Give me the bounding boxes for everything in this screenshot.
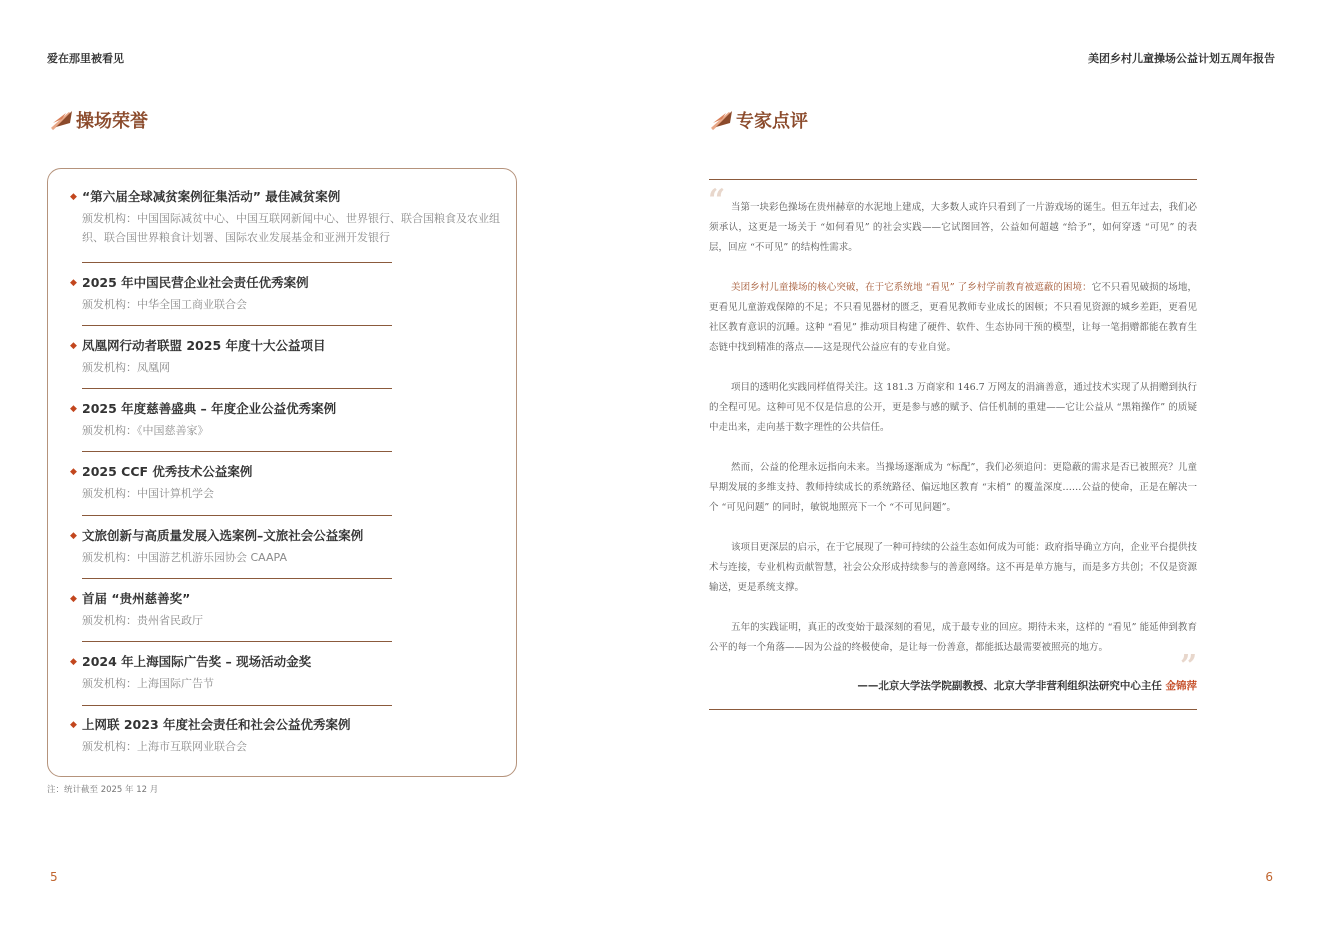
award-issuer: 颁发机构：中国游艺机游乐园协会 CAAPA <box>82 551 287 564</box>
review-paragraph <box>709 278 1197 358</box>
award-item <box>70 274 510 314</box>
section-title-honors-label: 操场荣誉 <box>76 111 148 132</box>
award-title-text: 上网联 2023 年度社会责任和社会公益优秀案例 <box>82 717 351 732</box>
leaf-arrow-icon <box>50 109 74 131</box>
award-separator <box>82 451 392 452</box>
review-paragraph <box>709 458 1197 518</box>
award-title <box>70 188 510 206</box>
review-text: 五年的实践证明，真正的改变始于最深刻的看见，成于最专业的回应。期待未来，这样的 “看见” 能延伸到教育公平的每一个角落——因为公益的终极使命，是让每一份善意，都能抵达最需要被照亮的地方。 <box>709 622 1197 653</box>
bullet-icon: ◆ <box>70 341 77 351</box>
award-title <box>70 527 510 545</box>
header-right-title: 美团乡村儿童操场公益计划五周年报告 <box>1088 52 1275 65</box>
bullet-icon: ◆ <box>70 192 77 202</box>
award-title <box>70 337 510 355</box>
bullet-icon: ◆ <box>70 531 77 541</box>
leaf-arrow-icon <box>710 109 734 131</box>
open-quote-icon: “ <box>708 183 726 218</box>
award-item <box>70 463 510 503</box>
review-paragraph <box>709 618 1197 658</box>
award-title <box>70 590 510 608</box>
review-paragraph <box>709 378 1197 438</box>
close-quote-icon: ” <box>1180 649 1198 684</box>
review-top-rule <box>709 179 1197 180</box>
review-text: 它不只看见破损的场地，更看见儿童游戏保障的不足；不只看见器材的匮乏，更看见教师专业成长的困顿；不只看见资源的城乡差距，更看见社区教育意识的沉睡。这种 “看见” 推动项目构建了硬件、软件、生态协同干预的模型，让每一笔捐赠都能在教育生态链中找到精准的落点——这是现代公益应有的专业自觉。 <box>709 282 1197 353</box>
award-issuer: 颁发机构：上海国际广告节 <box>82 677 214 690</box>
bullet-icon: ◆ <box>70 278 77 288</box>
review-text: 项目的透明化实践同样值得关注。这 181.3 万商家和 146.7 万网友的涓滴善意，通过技术实现了从捐赠到执行的全程可见。这种可见不仅是信息的公开，更是参与感的赋予、信任机制的重建——它让公益从 “黑箱操作” 的质疑中走出来，走向基于数字理性的公共信任。 <box>709 382 1197 433</box>
award-title-text: 2025 年度慈善盛典 – 年度企业公益优秀案例 <box>82 401 337 416</box>
award-title <box>70 716 510 734</box>
page-number-left: 5 <box>50 870 58 884</box>
award-separator <box>82 515 392 516</box>
signature-name: 金锦萍 <box>1165 680 1197 692</box>
award-separator <box>82 325 392 326</box>
award-title <box>70 274 510 292</box>
section-title-honors <box>50 107 148 133</box>
footnote: 注：统计截至 2025 年 12 月 <box>47 785 159 795</box>
awards-box <box>47 168 517 777</box>
award-title <box>70 653 510 671</box>
review-bottom-rule <box>709 709 1197 710</box>
header-left-title: 爱在那里被看见 <box>47 52 124 65</box>
award-title <box>70 463 510 481</box>
award-title-text: 文旅创新与高质量发展入选案例–文旅社会公益案例 <box>82 528 364 543</box>
bullet-icon: ◆ <box>70 467 77 477</box>
award-issuer: 颁发机构：贵州省民政厅 <box>82 614 203 627</box>
award-item <box>70 188 510 247</box>
award-issuer: 颁发机构：《中国慈善家》 <box>82 424 209 437</box>
award-title-text: 首届 “贵州慈善奖” <box>82 591 191 606</box>
award-separator <box>82 262 392 263</box>
review-paragraph <box>709 198 1197 258</box>
award-issuer: 颁发机构：上海市互联网业联合会 <box>82 740 247 753</box>
award-separator <box>82 641 392 642</box>
award-item <box>70 653 510 693</box>
signature <box>857 678 1197 693</box>
review-text: 然而，公益的伦理永远指向未来。当操场逐渐成为 “标配”，我们必须追问：更隐蔽的需求是否已被照亮？儿童早期发展的多维支持、教师持续成长的系统路径、偏远地区教育 “末梢” 的覆盖深度……公益的使命，正是在解决一个 “可见问题” 的同时，敏锐地照亮下一个 “不可见问题”。 <box>709 462 1197 513</box>
bullet-icon: ◆ <box>70 404 77 414</box>
review-highlight: 美团乡村儿童操场的核心突破，在于它系统地 “看见” 了乡村学前教育被遮蔽的困境： <box>731 282 1092 293</box>
section-title-expert-label: 专家点评 <box>736 111 808 132</box>
review-body <box>709 198 1197 678</box>
award-separator <box>82 705 392 706</box>
award-separator <box>82 388 392 389</box>
award-title-text: 凤凰网行动者联盟 2025 年度十大公益项目 <box>82 338 326 353</box>
bullet-icon: ◆ <box>70 720 77 730</box>
award-separator <box>82 578 392 579</box>
bullet-icon: ◆ <box>70 594 77 604</box>
award-issuer: 颁发机构：中国计算机学会 <box>82 487 214 500</box>
review-paragraph <box>709 538 1197 598</box>
award-title-text: 2025 CCF 优秀技术公益案例 <box>82 464 253 479</box>
award-item <box>70 527 510 567</box>
award-issuer: 颁发机构：凤凰网 <box>82 361 170 374</box>
bullet-icon: ◆ <box>70 657 77 667</box>
review-text: 当第一块彩色操场在贵州赫章的水泥地上建成，大多数人或许只看到了一片游戏场的诞生。但五年过去，我们必须承认，这更是一场关于 “如何看见” 的社会实践——它试图回答，公益如何超越 “给予”，如何穿透 “可见” 的表层，回应 “不可见” 的结构性需求。 <box>709 202 1197 253</box>
section-title-expert <box>710 107 808 133</box>
award-item <box>70 400 510 440</box>
award-title <box>70 400 510 418</box>
award-title-text: 2024 年上海国际广告奖 – 现场活动金奖 <box>82 654 312 669</box>
award-item <box>70 337 510 377</box>
award-item <box>70 716 510 756</box>
award-issuer: 颁发机构：中华全国工商业联合会 <box>82 298 247 311</box>
page-number-right: 6 <box>1265 870 1273 884</box>
award-item <box>70 590 510 630</box>
award-issuer: 颁发机构：中国国际减贫中心、中国互联网新闻中心、世界银行、联合国粮食及农业组织、联合国世界粮食计划署、国际农业发展基金和亚洲开发银行 <box>82 212 500 244</box>
award-title-text: “第六届全球减贫案例征集活动” 最佳减贫案例 <box>82 189 341 204</box>
award-title-text: 2025 年中国民营企业社会责任优秀案例 <box>82 275 309 290</box>
review-text: 该项目更深层的启示，在于它展现了一种可持续的公益生态如何成为可能：政府指导确立方向，企业平台提供技术与连接，专业机构贡献智慧，社会公众形成持续参与的善意网络。这不再是单方施与，而是多方共创；不仅是资源输送，更是系统支撑。 <box>709 542 1197 593</box>
signature-title: ——北京大学法学院副教授、北京大学非营利组织法研究中心主任 <box>857 680 1166 692</box>
